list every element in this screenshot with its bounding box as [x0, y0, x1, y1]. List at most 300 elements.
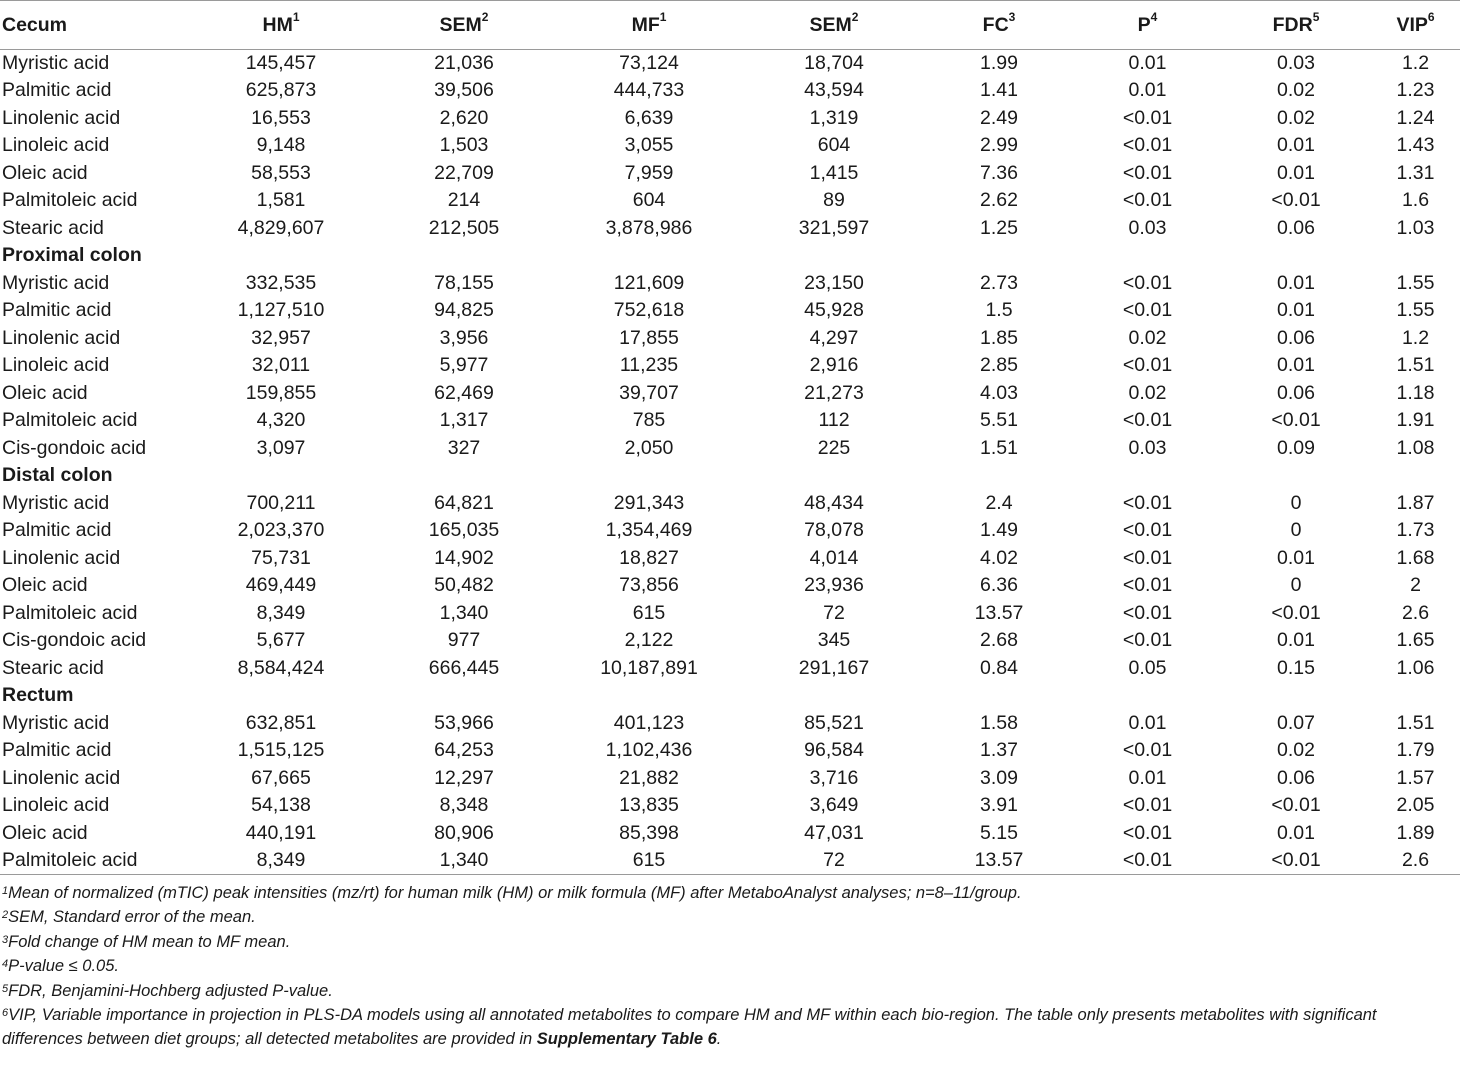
footnote-mark: 3 [2, 933, 9, 946]
table-cell: 3.91 [980, 794, 1018, 817]
table-row [0, 572, 1460, 600]
metabolite-name: Palmitic acid [2, 79, 112, 102]
table-cell: 1.58 [980, 711, 1018, 734]
table-cell: 666,445 [428, 656, 500, 679]
table-cell: <0.01 [1122, 546, 1173, 569]
table-cell: 18,704 [804, 52, 864, 74]
table-cell: 1.5 [985, 299, 1013, 322]
table-cell: <0.01 [1271, 794, 1321, 817]
column-header-footnote-mark: 1 [659, 9, 667, 24]
table-row [0, 352, 1460, 380]
column-header [744, 1, 924, 50]
table-row [0, 490, 1460, 518]
column-header-label: HM [262, 13, 293, 36]
table-cell: 21,273 [804, 381, 864, 404]
column-header [1074, 1, 1221, 50]
table-cell: 1.55 [1396, 299, 1435, 322]
metabolite-name: Palmitoleic acid [2, 409, 138, 432]
table-cell: 1.23 [1396, 79, 1435, 102]
table-cell: 2,122 [624, 629, 674, 652]
metabolite-name: Linoleic acid [2, 794, 110, 817]
table-cell: 4,297 [809, 326, 859, 349]
table-row [0, 820, 1460, 848]
table-cell: 64,253 [434, 739, 494, 762]
table-cell: 0.15 [1277, 656, 1315, 679]
metabolite-name: Linolenic acid [2, 546, 121, 569]
table-cell: 625,873 [245, 79, 317, 102]
table-cell: 4,014 [809, 546, 859, 569]
footnote-text: P-value ≤ 0.05. [8, 957, 119, 976]
table-cell: <0.01 [1221, 847, 1371, 875]
footnote-end: . [716, 1030, 722, 1049]
table-cell: 165,035 [428, 519, 500, 542]
table-cell: <0.01 [1271, 601, 1321, 624]
footnote-text: FDR, Benjamini-Hochberg adjusted P-value. [8, 981, 333, 1000]
table-row [0, 297, 1460, 325]
table-cell: 89 [823, 189, 845, 212]
table-cell: 7.36 [980, 161, 1018, 184]
metabolite-name: Palmitic acid [2, 739, 112, 762]
table-cell: 0.01 [1277, 546, 1315, 569]
footnote [2, 1003, 1458, 1052]
metabolite-name: Linoleic acid [2, 134, 110, 157]
table-cell: 16,553 [251, 106, 311, 129]
table-cell: 1.37 [980, 739, 1018, 762]
table-row [0, 105, 1460, 133]
table-cell: 32,011 [251, 354, 311, 377]
table-cell: 72 [744, 847, 924, 875]
footnote [2, 905, 1458, 929]
column-header-label: SEM [809, 13, 852, 36]
table-cell: <0.01 [1122, 106, 1173, 129]
table-cell: 6.36 [980, 574, 1018, 597]
table-cell: 0.02 [1128, 381, 1167, 404]
table-cell: 58,553 [251, 161, 311, 184]
table-cell: 53,966 [434, 711, 494, 734]
table-cell: <0.01 [1122, 574, 1173, 597]
table-cell: 1.55 [1396, 271, 1435, 294]
footnote-mark: 1 [2, 885, 9, 897]
table-cell: 47,031 [804, 821, 864, 844]
table-row [0, 380, 1460, 408]
table-cell: 1.51 [980, 436, 1018, 459]
table-cell: 64,821 [434, 491, 494, 514]
table-cell: 2.62 [980, 189, 1018, 212]
table-cell: 1,317 [439, 409, 489, 432]
table-cell: 7,959 [624, 161, 674, 184]
column-header-label: P [1137, 13, 1151, 36]
footnote-mark: 2 [2, 909, 9, 922]
table-cell: 332,535 [245, 271, 317, 294]
table-cell: 72 [823, 601, 845, 624]
table-cell: 0 [1290, 491, 1302, 514]
footnote-mark: 5 [2, 982, 9, 995]
table-cell: 8,349 [256, 601, 306, 624]
table-cell: 291,167 [798, 656, 870, 679]
table-cell: 2.99 [980, 134, 1018, 157]
table-cell: 75,731 [251, 546, 311, 569]
table-cell: 440,191 [245, 821, 317, 844]
table-row [0, 545, 1460, 573]
metabolite-name: Stearic acid [2, 656, 104, 679]
column-header-footnote-mark: 2 [851, 9, 859, 24]
table-cell: 632,851 [245, 711, 317, 734]
table-cell: 78,155 [434, 271, 494, 294]
table-cell: 3,878,986 [605, 216, 693, 239]
table-cell: 13,835 [619, 794, 679, 817]
table-cell: 1.51 [1396, 354, 1435, 377]
table-body [0, 50, 1460, 875]
table-cell: 785 [632, 409, 666, 432]
footnote [2, 930, 1458, 954]
table-cell: 1.68 [1396, 546, 1435, 569]
table-header-row [0, 1, 1460, 50]
table-cell: 0.01 [1128, 766, 1167, 789]
table-cell: 2,023,370 [237, 519, 325, 542]
table-cell: 1.85 [980, 326, 1018, 349]
table-cell: 0.01 [1277, 299, 1315, 322]
metabolite-name: Stearic acid [2, 216, 104, 239]
table-cell: 0.06 [1277, 381, 1315, 404]
table-cell: 11,235 [619, 354, 679, 377]
table-cell: <0.01 [1122, 821, 1173, 844]
table-row [0, 187, 1460, 215]
table-cell: 1.2 [1401, 52, 1430, 74]
metabolite-name: Myristic acid [2, 271, 110, 294]
table-cell: 1.6 [1401, 189, 1430, 212]
column-header [924, 1, 1074, 50]
table-cell: 8,584,424 [237, 656, 325, 679]
table-row [0, 600, 1460, 628]
table-cell: 345 [817, 629, 851, 652]
table-cell: 121,609 [613, 271, 685, 294]
metabolite-name: Oleic acid [2, 821, 88, 844]
table-cell: 2,620 [439, 106, 489, 129]
column-header-label: SEM [439, 13, 482, 36]
table-cell: 1.43 [1396, 134, 1435, 157]
table-cell: 145,457 [245, 52, 317, 74]
table-cell: 0.02 [1277, 739, 1315, 762]
table-cell: 225 [817, 436, 851, 459]
table-cell: 96,584 [804, 739, 864, 762]
table-cell: <0.01 [1122, 189, 1173, 212]
table-cell: 50,482 [434, 574, 494, 597]
table-cell: 67,665 [251, 766, 311, 789]
footnote-mark: 6 [2, 1007, 9, 1020]
table-cell: 0.07 [1277, 711, 1315, 734]
table-cell: <0.01 [1122, 601, 1173, 624]
table-cell: 1,415 [809, 161, 859, 184]
column-header-footnote-mark: 2 [481, 9, 489, 24]
table-cell: 321,597 [798, 216, 870, 239]
table-cell: 2 [1410, 574, 1421, 597]
table-cell: 3,055 [624, 134, 674, 157]
table-cell: <0.01 [1271, 409, 1321, 432]
table-cell: <0.01 [1122, 354, 1173, 377]
table-cell: 21,036 [434, 52, 494, 74]
column-header [374, 1, 554, 50]
metabolite-name: Oleic acid [2, 574, 88, 597]
footnote-text: SEM, Standard error of the mean. [8, 908, 256, 927]
table-cell: 1.24 [1396, 106, 1435, 129]
table-cell: 39,506 [434, 79, 494, 102]
header-cecum: Cecum [0, 1, 188, 50]
table-cell: 1,340 [374, 847, 554, 875]
metabolite-name: Cis-gondoic acid [2, 436, 147, 459]
table-cell: 0.84 [980, 656, 1018, 679]
table-cell: 159,855 [245, 381, 317, 404]
table-cell: 1.89 [1396, 821, 1435, 844]
table-cell: 1,354,469 [605, 519, 693, 542]
table-cell: 0.01 [1277, 629, 1315, 652]
table-cell: 0.01 [1277, 271, 1315, 294]
table-cell: <0.01 [1122, 161, 1173, 184]
table-cell: 0.01 [1277, 134, 1315, 157]
table-cell: <0.01 [1074, 847, 1221, 875]
table-cell: 4,320 [256, 409, 306, 432]
table-cell: 3,716 [809, 766, 859, 789]
table-cell: 1.87 [1396, 491, 1435, 514]
table-cell: 9,148 [256, 134, 306, 157]
table-row [0, 627, 1460, 655]
table-cell: 39,707 [619, 381, 679, 404]
table-cell: 8,349 [188, 847, 374, 875]
table-cell: 2.4 [985, 491, 1013, 514]
column-header-footnote-mark: 4 [1150, 9, 1158, 24]
footnote [2, 954, 1458, 978]
table-row [0, 160, 1460, 188]
footnotes [0, 879, 1460, 1052]
table-row [0, 50, 1460, 78]
table-cell: 17,855 [619, 326, 679, 349]
table-cell: 604 [632, 189, 666, 212]
footnote [2, 979, 1458, 1003]
column-header-footnote-mark: 3 [1008, 9, 1016, 24]
table-row [0, 270, 1460, 298]
table-cell: 2.85 [980, 354, 1018, 377]
table-cell: 112 [818, 409, 850, 432]
table-cell: 1.91 [1396, 409, 1435, 432]
table-row [0, 407, 1460, 435]
table-cell: 444,733 [613, 79, 685, 102]
table-cell: 3,956 [439, 326, 489, 349]
table-cell: 54,138 [251, 794, 311, 817]
table-cell: 0.03 [1128, 436, 1167, 459]
table-cell: 1.99 [980, 52, 1018, 74]
table-cell: <0.01 [1122, 299, 1173, 322]
table-cell: 2.6 [1401, 601, 1430, 624]
table-cell: 4.03 [980, 381, 1018, 404]
table-cell: 752,618 [613, 299, 685, 322]
table-cell: <0.01 [1122, 629, 1173, 652]
table-cell: 604 [817, 134, 851, 157]
column-header-label: VIP [1396, 13, 1428, 36]
table-cell: 6,639 [624, 106, 674, 129]
column-header [1221, 1, 1371, 50]
metabolite-name: Linolenic acid [2, 106, 121, 129]
table-cell: 13.57 [974, 601, 1024, 624]
table-cell: 0.01 [1128, 711, 1167, 734]
footnote-mark: 4 [2, 958, 9, 971]
table-cell: 2.05 [1396, 794, 1435, 817]
table-cell: 2,916 [809, 354, 859, 377]
table-cell: 73,856 [619, 574, 679, 597]
metabolite-name: Palmitic acid [2, 519, 112, 542]
table-row [0, 655, 1460, 683]
table-cell: 23,150 [804, 271, 864, 294]
table-row [0, 132, 1460, 160]
table-cell: 1,319 [809, 106, 859, 129]
table-cell: 0.03 [1277, 52, 1315, 74]
table-cell: 1,340 [439, 601, 489, 624]
table-cell: 8,348 [439, 794, 489, 817]
metabolite-name: Cis-gondoic acid [2, 629, 147, 652]
table-cell: 5.15 [980, 821, 1018, 844]
table-cell: 32,957 [251, 326, 311, 349]
metabolite-name: Palmitic acid [2, 299, 112, 322]
table-cell: 401,123 [613, 711, 685, 734]
table-cell: 291,343 [613, 491, 685, 514]
table-cell: 1,102,436 [605, 739, 693, 762]
table-cell: 0.06 [1277, 326, 1315, 349]
table-row [0, 215, 1460, 243]
table-cell: 0.01 [1277, 161, 1315, 184]
table-cell: 14,902 [434, 546, 494, 569]
table-cell: 0.09 [1277, 436, 1315, 459]
column-header [1371, 1, 1460, 50]
table-cell: <0.01 [1122, 134, 1173, 157]
table-cell: 12,297 [434, 766, 494, 789]
table-cell: 0.03 [1128, 216, 1167, 239]
table-row [0, 77, 1460, 105]
column-header-footnote-mark: 6 [1427, 9, 1435, 24]
table-cell: 73,124 [619, 52, 679, 74]
table-row [0, 710, 1460, 738]
column-header-footnote-mark: 1 [292, 9, 300, 24]
metabolite-name: Palmitoleic acid [0, 847, 188, 875]
table-cell: 62,469 [434, 381, 494, 404]
footnote-reference: Supplementary Table 6 [536, 1030, 717, 1049]
metabolite-name: Myristic acid [2, 52, 110, 74]
table-cell: 1,515,125 [237, 739, 325, 762]
table-cell: 2.68 [980, 629, 1018, 652]
table-cell: 1.25 [980, 216, 1018, 239]
table-cell: <0.01 [1122, 409, 1173, 432]
table-row [0, 325, 1460, 353]
table-cell: 0.01 [1277, 354, 1315, 377]
metabolite-name: Oleic acid [2, 381, 88, 404]
footnote-text: Fold change of HM mean to MF mean. [8, 932, 291, 951]
table-cell: 18,827 [619, 546, 679, 569]
table-cell: 1.57 [1396, 766, 1435, 789]
table-cell: 4,829,607 [237, 216, 325, 239]
metabolite-name: Linolenic acid [2, 766, 121, 789]
table-cell: 212,505 [428, 216, 500, 239]
table-cell: 1.79 [1396, 739, 1435, 762]
table-cell: 0.01 [1277, 821, 1315, 844]
table-cell: 10,187,891 [600, 656, 698, 679]
table-cell: <0.01 [1122, 519, 1173, 542]
column-header-footnote-mark: 5 [1312, 9, 1320, 24]
section-title: Proximal colon [2, 244, 142, 267]
table-cell: 22,709 [434, 161, 494, 184]
table-cell: 85,521 [804, 711, 864, 734]
table-cell: 700,211 [246, 491, 316, 514]
table-row [0, 737, 1460, 765]
table-row [0, 765, 1460, 793]
table-cell: <0.01 [1122, 271, 1173, 294]
table-cell: 2.6 [1371, 847, 1460, 875]
table-cell: 13.57 [924, 847, 1074, 875]
table-cell: 0.02 [1128, 326, 1167, 349]
table-cell: 21,882 [619, 766, 679, 789]
section-row [0, 242, 1460, 270]
table-cell: 85,398 [619, 821, 679, 844]
table-cell: 1,503 [439, 134, 489, 157]
table-cell: 1,127,510 [237, 299, 325, 322]
metabolite-name: Myristic acid [2, 711, 110, 734]
table-cell: 1.49 [980, 519, 1018, 542]
table-cell: 1,581 [256, 189, 306, 212]
table-cell: 80,906 [434, 821, 494, 844]
table-cell: 1.73 [1396, 519, 1435, 542]
table-cell: <0.01 [1122, 491, 1173, 514]
footnote [2, 881, 1458, 905]
table-row [0, 792, 1460, 820]
section-row [0, 682, 1460, 710]
table-row [0, 847, 1460, 875]
table-cell: 615 [632, 601, 666, 624]
table-cell: 469,449 [245, 574, 317, 597]
table-cell: 94,825 [434, 299, 494, 322]
table-cell: 1.08 [1396, 436, 1435, 459]
table-cell: 1.06 [1396, 656, 1435, 679]
metabolite-name: Oleic acid [2, 161, 88, 184]
footnote-text: VIP, Variable importance in projection in PLS-DA models using all annotated metabolites to compare HM and MF within each bio-region. The table only presents metabolites with significant differences between diet groups; all detected metabolites are provided in [2, 1006, 1377, 1049]
column-header [554, 1, 744, 50]
table-cell: 2,050 [624, 436, 674, 459]
table-cell: 3,649 [809, 794, 859, 817]
table-cell: 0.05 [1128, 656, 1167, 679]
metabolite-name: Myristic acid [2, 491, 110, 514]
metabolite-name: Linolenic acid [2, 326, 121, 349]
table-row [0, 435, 1460, 463]
table-cell: 615 [554, 847, 744, 875]
column-header-label: MF [631, 13, 660, 36]
table-cell: 0 [1290, 574, 1302, 597]
table-cell: 0.06 [1277, 766, 1315, 789]
metabolite-name: Palmitoleic acid [2, 189, 138, 212]
metabolite-name: Linoleic acid [2, 354, 110, 377]
table-cell: 4.02 [980, 546, 1018, 569]
table-cell: <0.01 [1271, 189, 1321, 212]
metabolite-name: Palmitoleic acid [2, 601, 138, 624]
table-cell: 1.31 [1396, 161, 1435, 184]
table-cell: 23,936 [804, 574, 864, 597]
table-cell: 5,977 [439, 354, 489, 377]
table-cell: 0 [1290, 519, 1302, 542]
table-cell: 977 [447, 629, 481, 652]
table-cell: 1.03 [1396, 216, 1435, 239]
table-cell: 43,594 [804, 79, 864, 102]
table-cell: 0.02 [1277, 106, 1315, 129]
table-cell: 5.51 [980, 409, 1018, 432]
column-header-label: FC [982, 13, 1009, 36]
table-cell: 48,434 [804, 491, 864, 514]
table-cell: <0.01 [1122, 739, 1173, 762]
table-cell: 0.01 [1128, 52, 1167, 74]
column-header-label: FDR [1272, 13, 1313, 36]
